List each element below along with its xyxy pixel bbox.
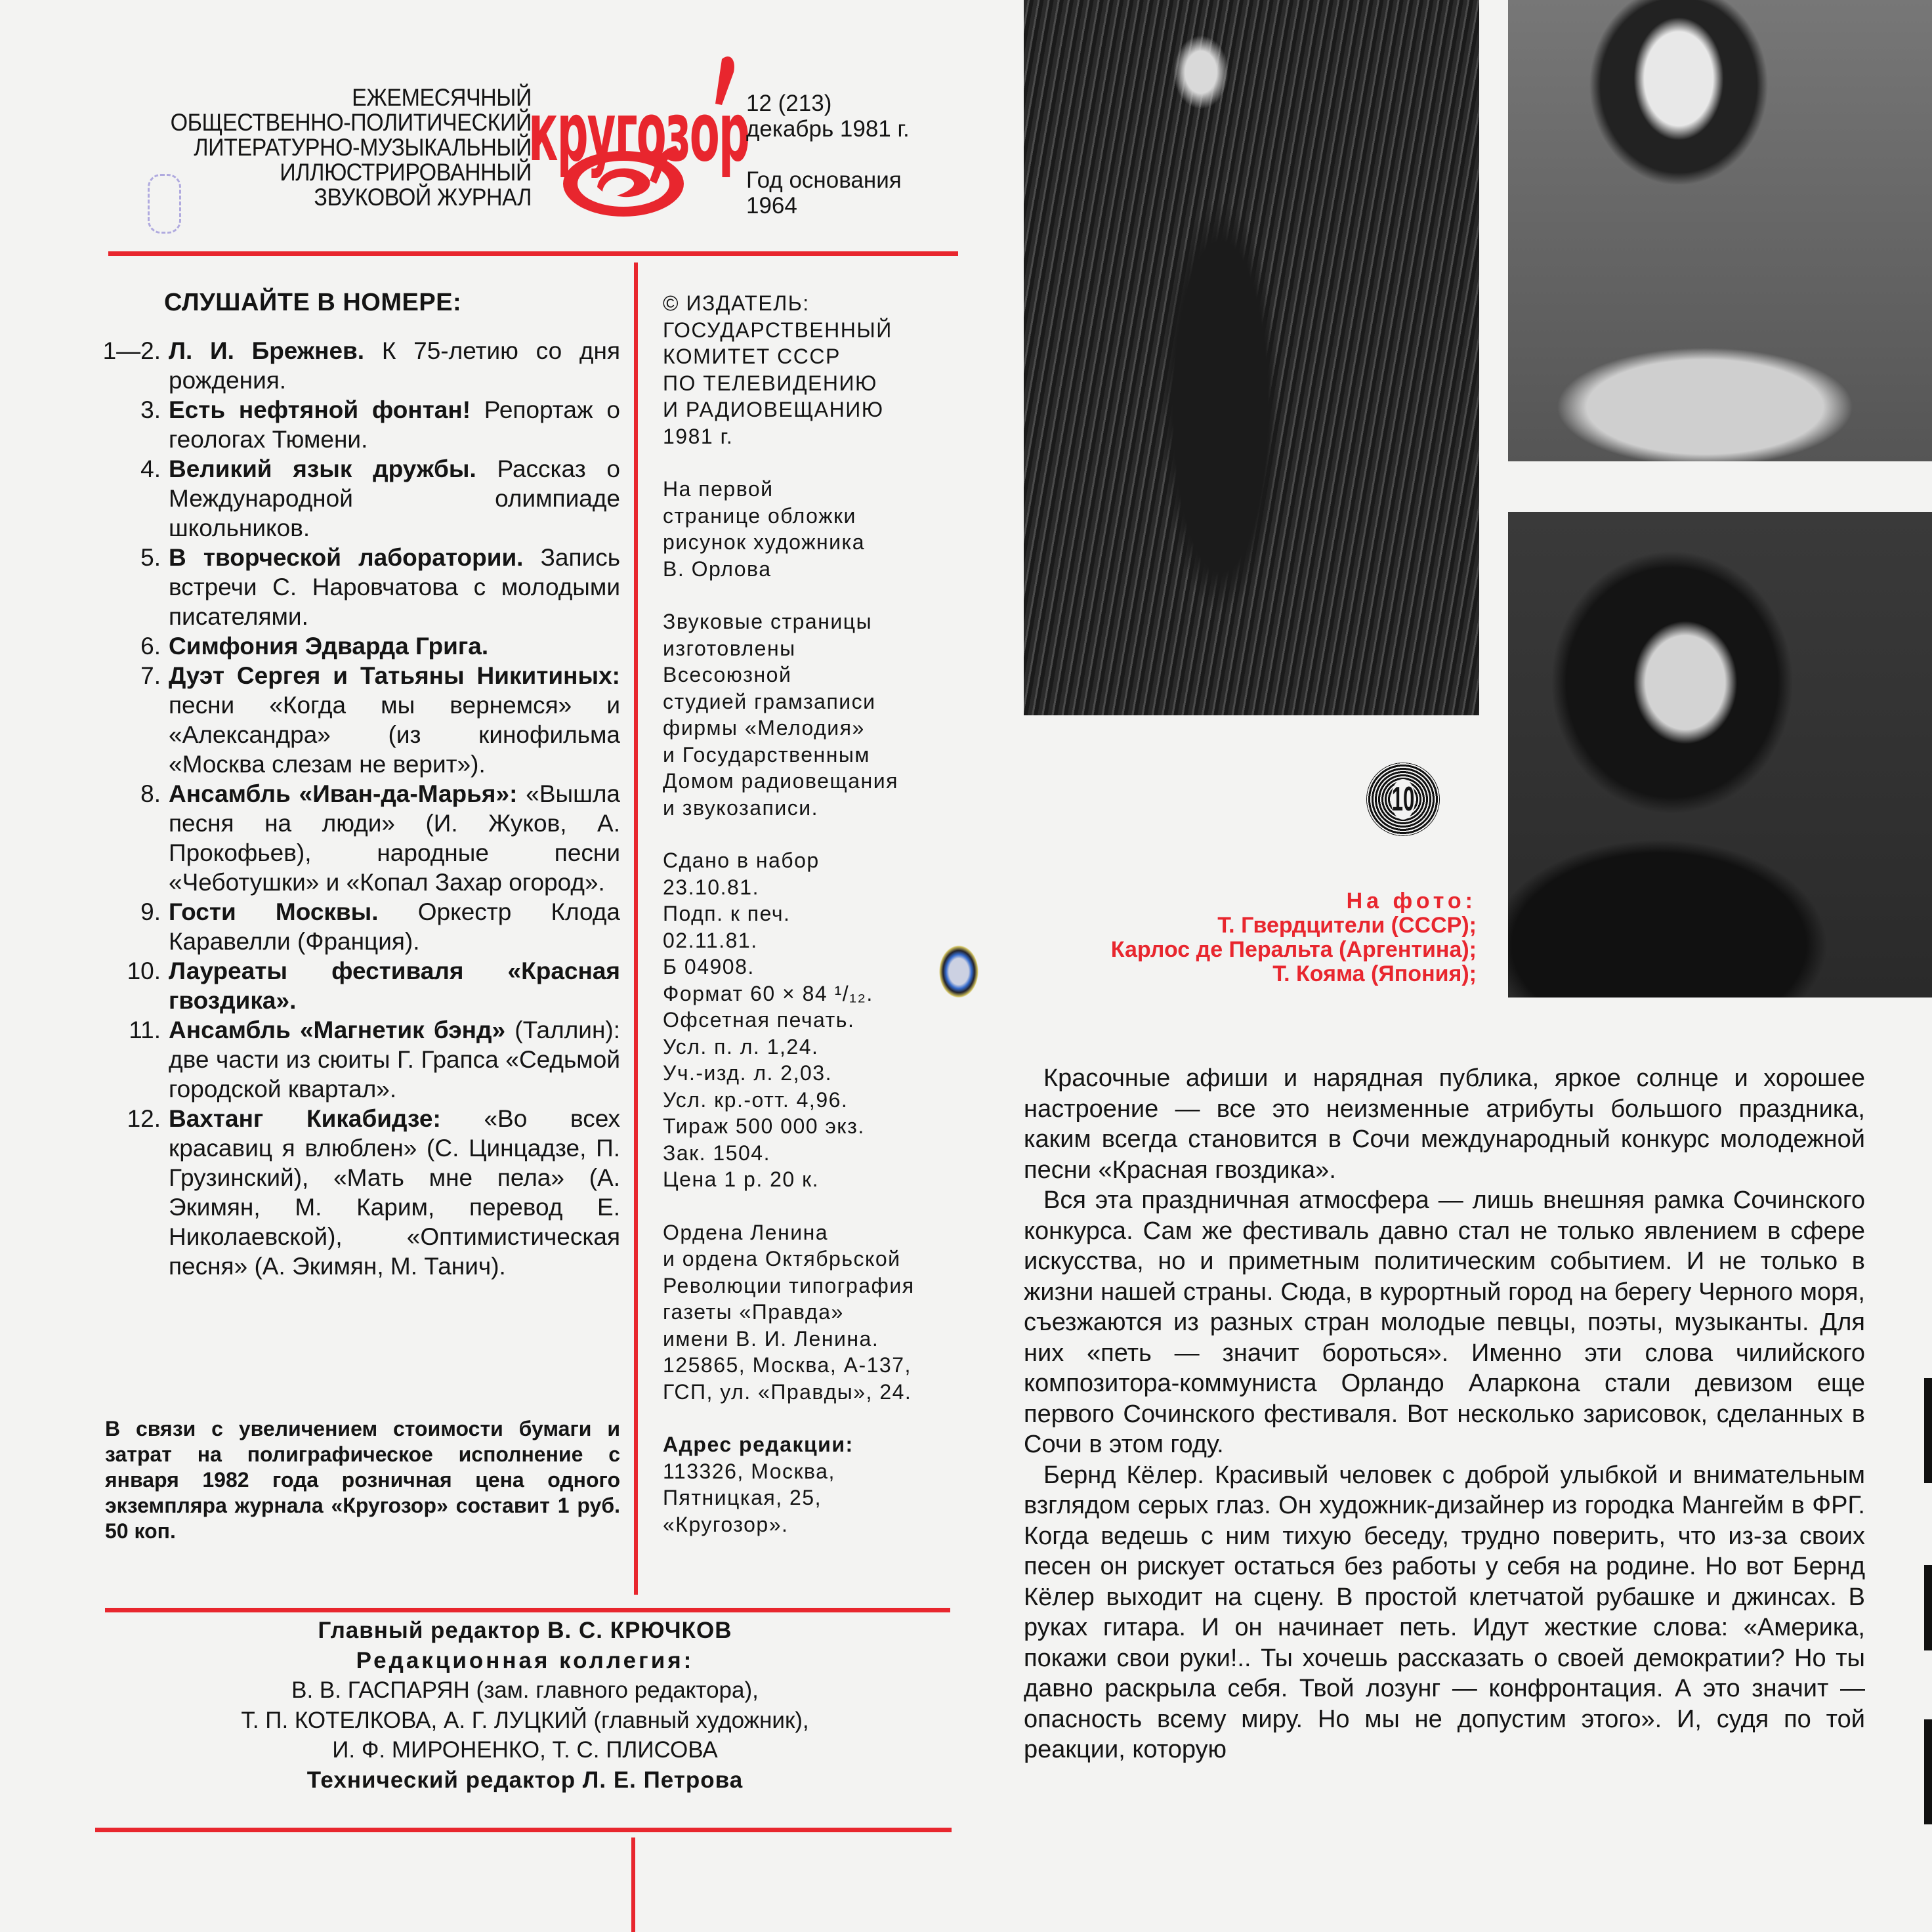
page-edge-mark: [1924, 1565, 1932, 1650]
editorial-bottom-divider: [95, 1828, 952, 1832]
board-line: Т. П. КОТЕЛКОВА, А. Г. ЛУЦКИЙ (главный художник),: [241, 1707, 809, 1733]
photo-koyama: [1508, 512, 1932, 998]
page-edge-mark: [1924, 1378, 1932, 1483]
board-line: В. В. ГАСПАРЯН (зам. главного редактора),: [291, 1677, 759, 1703]
issue-date: декабрь 1981 г.: [746, 116, 910, 142]
issue-number: 12 (213): [746, 91, 832, 116]
contents-list: [102, 336, 620, 1281]
chief-editor: Главный редактор В. С. КРЮЧКОВ: [318, 1618, 732, 1643]
bottom-column-divider: [631, 1838, 635, 1932]
photo-gverdtsiteli: [1024, 0, 1479, 715]
tech-editor: Технический редактор Л. Е. Петрова: [306, 1767, 744, 1793]
descriptor-line: ОБЩЕСТВЕННО-ПОЛИТИЧЕСКИЙ: [170, 109, 532, 136]
listen-title: СЛУШАЙТЕ В НОМЕРЕ:: [164, 289, 462, 316]
list-item: 8. Ансамбль «Иван-да-Марья»: «Вышла песня на люди» (И. Жуков, А. Прокофьев), народные песни «Чеботушки» и «Копал Захар огород».: [140, 780, 620, 896]
descriptor-line: ЕЖЕМЕСЯЧНЫЙ: [352, 84, 532, 111]
list-item: 7. Дуэт Сергея и Татьяны Никитиных: песни «Когда мы вернемся» и «Александра» (из кинофильма «Москва слезам не верит»).: [140, 662, 620, 778]
masthead-descriptor: [133, 85, 532, 210]
article-paragraph: Вся эта праздничная атмосфера — лишь внешняя рамка Сочинского конкурса. Сам же фестиваль давно стал не только явлением в сфере искусства, но и приметным политическим событием. И не только в жизни нашей страны. Сюда, в курортный город на берегу Черного моря, съезжаются из разных стран молодые певцы, поэты, музыканты. Для них «петь — значит бороться». Именно эти слова чилийского композитора-коммуниста Орландо Аларкона стали девизом еще первого Сочинского фестиваля. Вот несколько зарисовок, сделанных в Сочи в этом году.: [1024, 1186, 1865, 1458]
board-line: И. Ф. МИРОНЕНКО, Т. С. ПЛИСОВА: [332, 1737, 718, 1763]
publisher-block: © ИЗДАТЕЛЬ: ГОСУДАРСТВЕННЫЙ КОМИТЕТ СССР ПО ТЕЛЕВИДЕНИЮ И РАДИОВЕЩАНИЮ 1981 г.: [663, 291, 892, 448]
descriptor-line: ЗВУКОВОЙ ЖУРНАЛ: [314, 184, 532, 211]
descriptor-line: ИЛЛЮСТРИРОВАННЫЙ: [280, 159, 532, 186]
issue-info: [746, 91, 910, 219]
header-divider: [108, 251, 958, 256]
record-spindle-hole-icon: [915, 932, 988, 1004]
editorial-top-divider: [105, 1608, 950, 1612]
caption-line: Т. Гвердцители (СССР);: [1217, 913, 1477, 938]
list-item: 1—2. Л. И. Брежнев. К 75-летию со дня рождения.: [102, 337, 620, 394]
editorial-board: [98, 1616, 952, 1795]
article-body: [1024, 1063, 1865, 1765]
list-item: 5. В творческой лаборатории. Запись встречи С. Наровчатова с молодыми писателями.: [140, 544, 620, 630]
list-item: 12. Вахтанг Кикабидзе: «Во всех красавиц я влюблен» (С. Цинцадзе, П. Грузинский), «Мать мне пела» (А. Экимян, М. Карим, перевод Е. Николаевской), «Оптимистическая песня» (А. Экимян, М. Танич).: [127, 1105, 620, 1280]
founded-year: 1964: [746, 193, 797, 219]
price-notice: В связи с увеличением стоимости бумаги и затрат на полиграфическое исполнение с января 1982 года розничная цена одного экземпляра журнала «Кругозор» составит 1 руб. 50 коп.: [105, 1417, 620, 1543]
print-details: Сдано в набор 23.10.81. Подп. к печ. 02.11.81. Б 04908. Формат 60 × 84 ¹/₁₂. Офсетная печать. Усл. п. л. 1,24. Уч.-изд. л. 2,03. Усл. кр.-отт. 4,96. Тираж 500 000 экз. Зак. 1504. Цена 1 р. 20 к.: [663, 849, 873, 1191]
board-label: Редакционная коллегия:: [356, 1647, 694, 1673]
descriptor-line: ЛИТЕРАТУРНО-МУЗЫКАЛЬНЫЙ: [194, 134, 532, 161]
article-paragraph: Бернд Кёлер. Красивый человек с доброй улыбкой и внимательным взглядом серых глаз. Он художник-дизайнер из городка Мангейм в ФРГ. Когда ведешь с ним тихую беседу, трудно поверить, что из-за своих песен он рискует остаться без работы у себя на родине. Но вот Бернд Кёлер выходит на сцену. В простой клетчатой рубашке и джинсах. В руках гитара. И он начинает петь. Идут жесткие слова: «Америка, покажи свои руки!.. Ты хочешь рассказать о своей демократии? Но ты давно раскрыла себя. Твой лозунг — конфронтация. А это значит — опасность всему миру. Но мы не допустим этого». И, судя по той реакции, которую: [1024, 1461, 1865, 1763]
cover-credit: На первой странице обложки рисунок художника В. Орлова: [663, 477, 866, 581]
logo-wordmark: кругозор: [528, 85, 749, 180]
sound-page-disc-icon: [1366, 763, 1440, 836]
photo-caption: [1024, 889, 1477, 986]
list-item: 10. Лауреаты фестиваля «Красная гвоздика».: [127, 957, 620, 1014]
article-paragraph: Красочные афиши и нарядная публика, яркое солнце и хорошее настроение — все это неизменные атрибуты большого праздника, каким всегда становится в Сочи международный конкурс молодежной песни «Красная гвоздика».: [1024, 1064, 1865, 1184]
caption-line: Т. Кояма (Япония);: [1272, 961, 1477, 986]
library-stamp: [148, 174, 181, 234]
photo-peralta: [1508, 0, 1932, 461]
disc-number: 10: [1391, 780, 1415, 818]
founded-label: Год основания: [746, 167, 902, 193]
list-item: 11. Ансамбль «Магнетик бэнд» (Таллин): две части из сюиты Г. Грапса «Седьмой городской квартал».: [129, 1017, 620, 1102]
page-edge-mark: [1924, 1719, 1932, 1824]
list-item: 9. Гости Москвы. Оркестр Клода Каравелли (Франция).: [140, 898, 620, 955]
list-item: 4. Великий язык дружбы. Рассказ о Международной олимпиаде школьников.: [140, 455, 621, 541]
column-divider: [634, 262, 638, 1595]
list-item: 6. Симфония Эдварда Грига.: [140, 633, 489, 660]
caption-head: На фото:: [1346, 889, 1477, 914]
sound-pages-credit: Звуковые страницы изготовлены Всесоюзной студией грамзаписи фирмы «Мелодия» и Государственным Домом радиовещания и звукозаписи.: [663, 610, 898, 820]
editorial-address: Адрес редакции: 113326, Москва, Пятницкая, 25, «Кругозор».: [663, 1433, 854, 1536]
printer-block: Ордена Ленина и ордена Октябрьской Революции типография газеты «Правда» имени В. И. Ленина. 125865, Москва, А-137, ГСП, ул. «Правды», 24.: [663, 1220, 915, 1404]
list-item: 3. Есть нефтяной фонтан! Репортаж о геологах Тюмени.: [140, 396, 620, 453]
krugozor-logo: [525, 52, 749, 217]
imprint-column: [663, 290, 971, 1564]
caption-line: Карлос де Перальта (Аргентина);: [1110, 937, 1477, 962]
